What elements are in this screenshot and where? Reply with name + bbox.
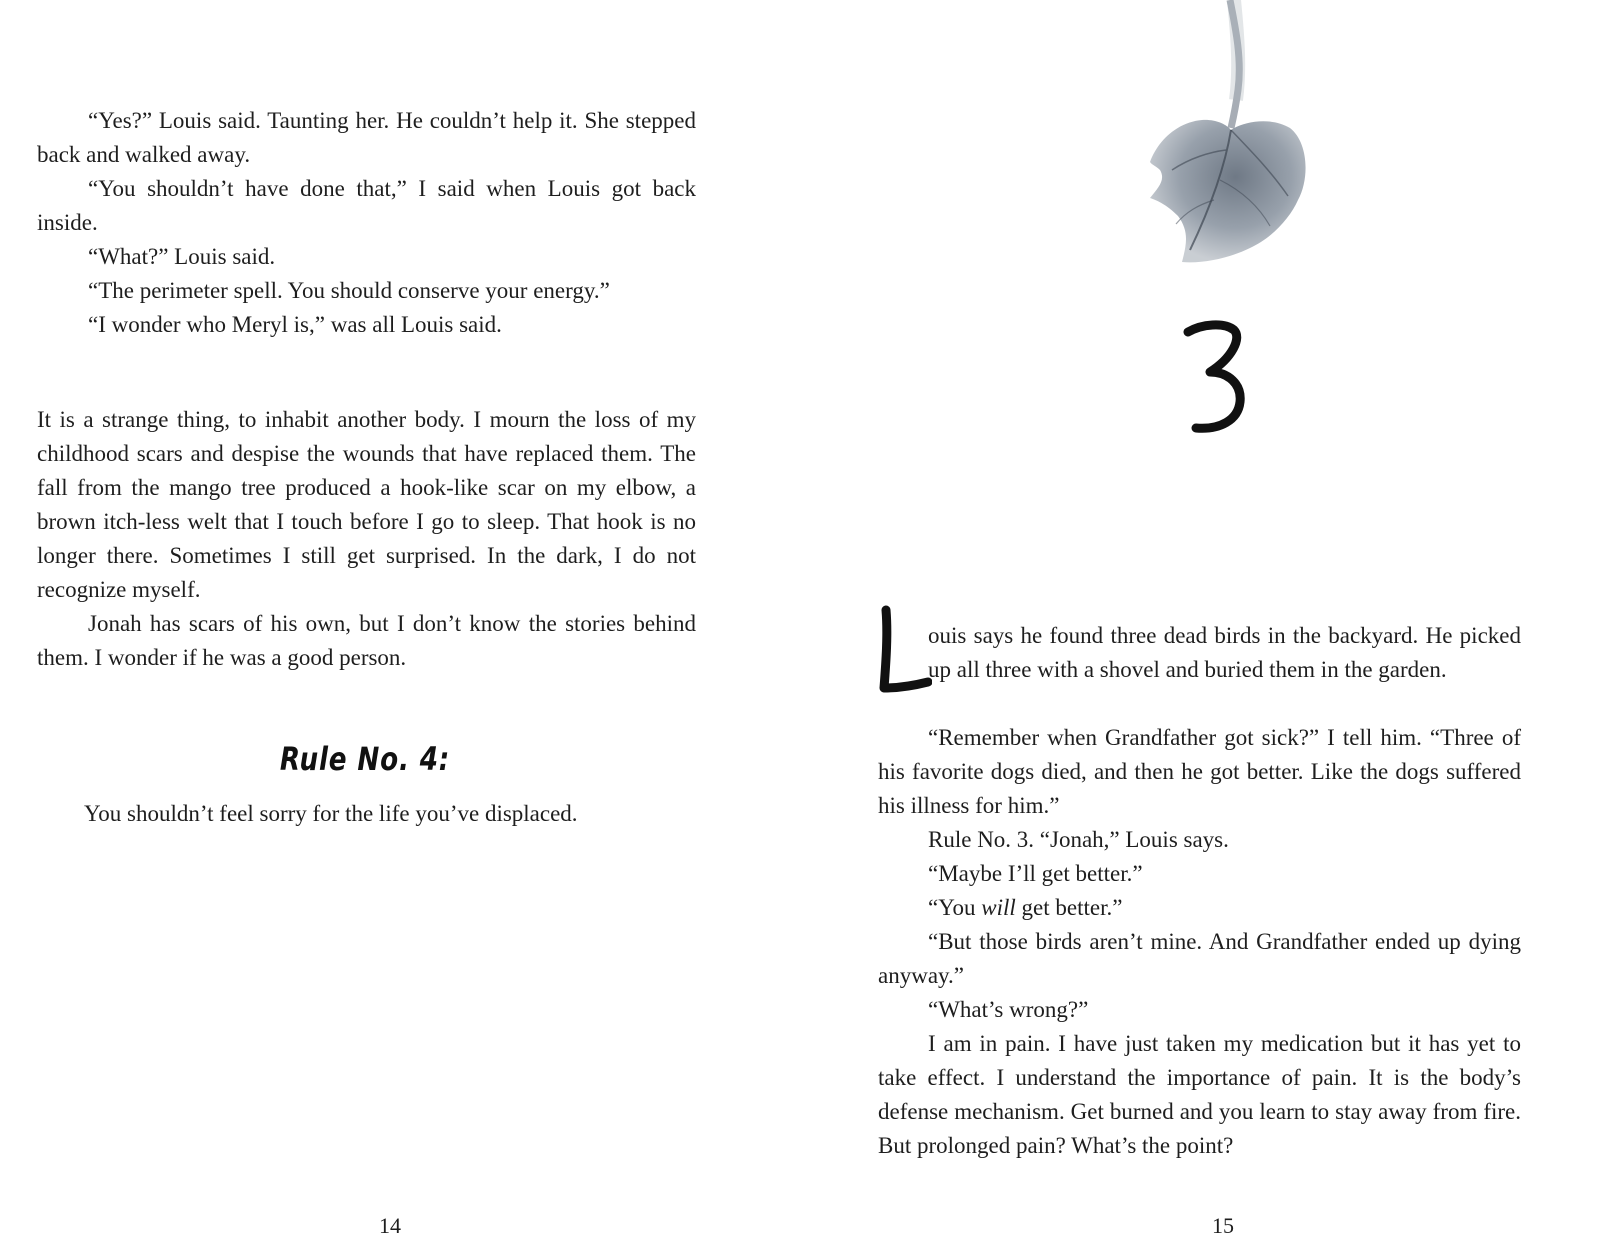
paragraph: “What’s wrong?” (928, 997, 1089, 1022)
paragraph: Jonah has scars of his own, but I don’t know the stories behind them. I wonder if he was a good person. (37, 611, 696, 670)
rule-heading: Rule No. 4: (279, 740, 451, 778)
chapter-number (1180, 320, 1250, 440)
paragraph: “The perimeter spell. You should conserve your energy.” (88, 278, 610, 303)
svg-text:3: 3 (1180, 320, 1181, 321)
reflection-section (37, 403, 696, 675)
drop-cap-letter (876, 604, 932, 696)
text-run: get better.” (1015, 895, 1123, 920)
paragraph: “You shouldn’t have done that,” I said when Louis got back inside. (37, 176, 696, 235)
page-number: 14 (379, 1213, 401, 1238)
paragraph: ouis says he found three dead birds in the backyard. He picked up all three with a shovel and buried them in the garden. (928, 623, 1521, 682)
paragraph: Rule No. 3. “Jonah,” Louis says. (928, 827, 1229, 852)
ivy-leaf-illustration (1130, 0, 1320, 275)
paragraph (878, 891, 1521, 925)
page-number: 15 (1212, 1213, 1234, 1238)
paragraph: “Yes?” Louis said. Taunting her. He couldn’t help it. She stepped back and walked away. (37, 108, 696, 167)
text-run: “You (928, 895, 982, 920)
rule-text: You shouldn’t feel sorry for the life you’ve displaced. (84, 801, 578, 826)
emphasized-word: will (981, 895, 1016, 920)
chapter-opening-paragraph (928, 619, 1521, 687)
chapter-body (878, 721, 1521, 1163)
paragraph: “But those birds aren’t mine. And Grandfather ended up dying anyway.” (878, 929, 1521, 988)
paragraph: “What?” Louis said. (88, 244, 276, 269)
paragraph: “I wonder who Meryl is,” was all Louis said. (88, 312, 502, 337)
paragraph: I am in pain. I have just taken my medication but it has yet to take effect. I understand the importance of pain. It is the body’s defense mechanism. Get burned and you learn to stay away from fire. But prolonged pain? What’s the point? (878, 1031, 1521, 1158)
svg-text:L: L (876, 604, 877, 605)
paragraph: “Remember when Grandfather got sick?” I tell him. “Three of his favorite dogs died, and then he got better. Like the dogs suffered his illness for him.” (878, 725, 1521, 818)
dialogue-section (37, 104, 696, 342)
paragraph: “Maybe I’ll get better.” (928, 861, 1143, 886)
paragraph: It is a strange thing, to inhabit another body. I mourn the loss of my childhood scars and despise the wounds that have replaced them. The fall from the mango tree produced a hook-like scar on my elbow, a brown itch-less welt that I touch before I go to sleep. That hook is no longer there. Sometimes I still get surprised. In the dark, I do not recognize myself. (37, 407, 696, 602)
